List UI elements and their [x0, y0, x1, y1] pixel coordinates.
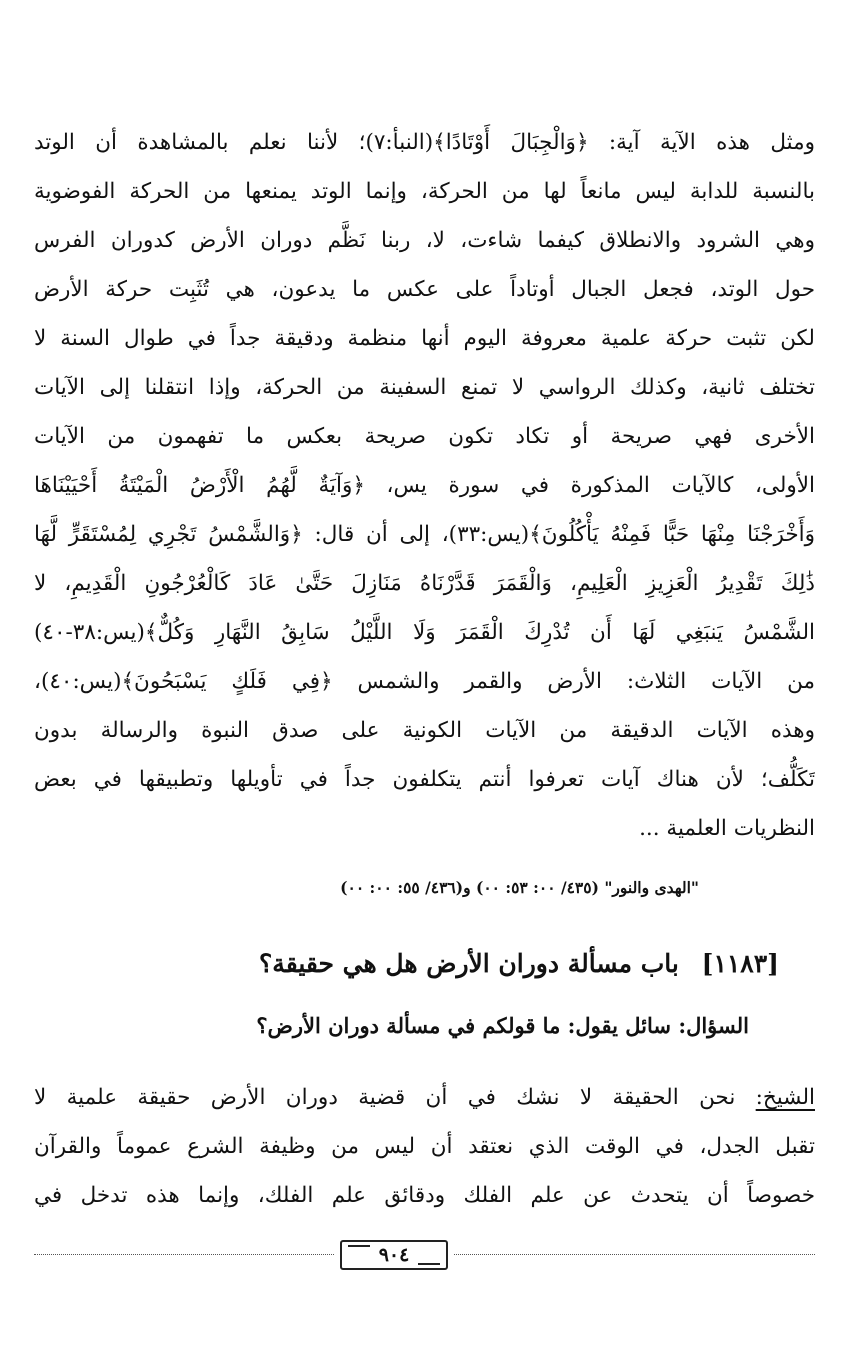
footer-divider-right: [454, 1254, 815, 1255]
text-line: وهذه الآيات الدقيقة من الآيات الكونية على صدق النبوة والرسالة بدون: [34, 718, 815, 743]
text-line: خصوصاً أن يتحدث عن علم الفلك ودقائق علم الفلك، وإنما هذه تدخل في: [34, 1183, 815, 1208]
footer-divider-left: [34, 1254, 334, 1255]
page-number-frame: [340, 1240, 448, 1270]
text-line: حول الوتد، فجعل الجبال أوتاداً على عكس ما يدعون، هي تُثَبِت حركة الأرض: [34, 277, 815, 302]
paragraph-sheikh-answer: [34, 1073, 815, 1220]
paragraph-quranic-commentary: [34, 118, 815, 853]
text-line: الأخرى فهي صريحة أو تكاد تكون صريحة بعكس ما تفهمون من الآيات: [34, 424, 815, 449]
text-line: ومثل هذه الآية آية: ﴿وَالْجِبَالَ أَوْتَادًا﴾(النبأ:٧)؛ لأننا نعلم بالمشاهدة أن الوتد: [34, 130, 815, 155]
text-line: لكن تثبت حركة علمية معروفة اليوم أنها منظمة ودقيقة جداً في طوال السنة لا: [34, 326, 815, 351]
text-line: تَكَلُّف؛ لأن هناك آيات تعرفوا أنتم يتكلفون جداً في تأويلها وتطبيقها في بعض: [34, 767, 815, 792]
text-line: ذَٰلِكَ تَقْدِيرُ الْعَزِيزِ الْعَلِيمِ، وَالْقَمَرَ قَدَّرْنَاهُ مَنَازِلَ حَتَّىٰ عَادَ كَالْعُرْجُونِ الْقَدِيمِ، لا: [34, 571, 815, 596]
source-citation: "الهدى والنور" (٤٣٥/ ٠٠: ٥٣: ٠٠) و(٤٣٦/ ٥٥: ٠٠: ٠٠): [340, 878, 699, 897]
text-line: تختلف ثانية، وكذلك الرواسي لا تمنع السفينة من الحركة، وإذا انتقلنا إلى الآيات: [34, 375, 815, 400]
text-line: وَأَخْرَجْنَا مِنْهَا حَبًّا فَمِنْهُ يَأْكُلُونَ﴾(يس:٣٣)، إلى أن قال: ﴿وَالشَّمْسُ تَجْرِي لِمُسْتَقَرٍّ لَّهَا: [34, 522, 815, 547]
chapter-title: باب مسألة دوران الأرض هل هي حقيقة؟: [259, 949, 679, 978]
text-line: الشَّمْسُ يَنبَغِي لَهَا أَن تُدْرِكَ الْقَمَرَ وَلَا اللَّيْلُ سَابِقُ النَّهَارِ وَكُلٌّ﴾(يس:٣٨-٤٠): [34, 620, 815, 645]
text-line: تقبل الجدل، في الوقت الذي نعتقد أن ليس من وظيفة الشرع عموماً والقرآن: [34, 1134, 815, 1159]
text-line-rest: نحن الحقيقة لا نشك في أن قضية دوران الأرض حقيقة علمية لا: [34, 1085, 756, 1110]
text-line: بالنسبة للدابة ليس مانعاً لها من الحركة، وإنما الوتد يمنعها من الحركة الفوضوية: [34, 179, 815, 204]
text-line: من الآيات الثلاث: الأرض والقمر والشمس ﴿فِي فَلَكٍ يَسْبَحُونَ﴾(يس:٤٠)،: [34, 669, 815, 694]
text-line: الأولى، كالآيات المذكورة في سورة يس، ﴿وَآيَةٌ لَّهُمُ الْأَرْضُ الْمَيْتَةُ أَحْيَيْنَاهَا: [34, 473, 815, 498]
speaker-label: الشيخ:: [755, 1085, 815, 1110]
chapter-heading: [34, 942, 779, 986]
text-line: النظريات العلمية ...: [639, 816, 815, 841]
text-line: وهي الشرود والانطلاق كيفما شاءت، لا، ربنا نَظَّم دوران الأرض كدوران الفرس: [34, 228, 815, 253]
question-text: السؤال: سائل يقول: ما قولكم في مسألة دوران الأرض؟: [256, 1013, 749, 1038]
chapter-number: [١١٨٣]: [701, 949, 779, 978]
page-footer: [34, 1240, 815, 1280]
text-line: [34, 1073, 815, 1122]
page-number: ٩٠٤: [378, 1244, 410, 1266]
